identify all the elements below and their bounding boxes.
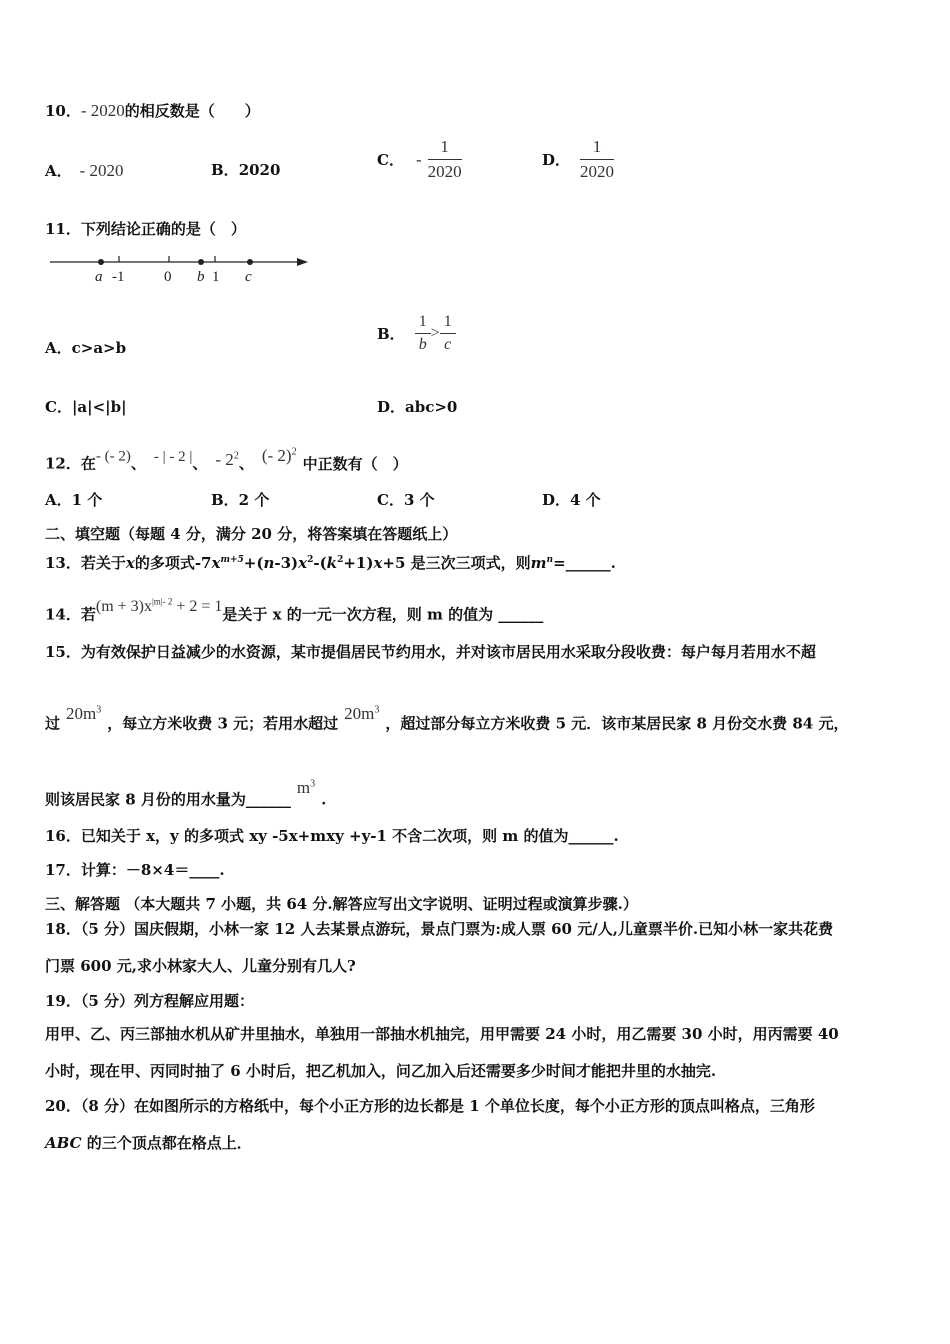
- q20-line-1: 20．（8 分）在如图所示的方格纸中，每个小正方形的边长都是 1 个单位长度，每个小正方形的顶点叫格点，三角形: [45, 1097, 815, 1115]
- q10-option-c: C． - $\frac{1}{2020}$: [377, 137, 462, 181]
- q14-stem: 14．若$(m + 3)x^{|m|- 2} + 2 = 1$是关于 x 的一元一次方程，则 m 的值为 ______: [45, 597, 544, 624]
- label-0: 0: [164, 269, 172, 285]
- q12-stem: 12．在- (- 2)、 - | - 2 |、 - $2^2$、 (- 2)$^2$中正数有（ ）: [45, 445, 408, 473]
- q12-option-b: B．2 个: [211, 491, 270, 509]
- label-c: c: [245, 269, 252, 285]
- q10-option-c-fraction: $\frac{1}{2020}$: [427, 137, 462, 181]
- q15-line-2: 过$20m^3$，每立方米收费 3 元；若用水超过$20m^3$，超过部分每立方米收费 5 元．该市某居民家 8 月份交水费 84 元，: [45, 703, 849, 733]
- q11-option-a: A．c>a>b: [45, 339, 127, 357]
- q18-line-1: 18．（5 分）国庆假期，小林一家 12 人去某景点游玩，景点门票为:成人票 60 元/人,儿童票半价.已知小林一家共花费: [45, 920, 834, 938]
- q10-stem: 10．- 2020的相反数是（ ）: [45, 101, 260, 120]
- q18-line-2: 门票 600 元,求小林家大人、儿童分别有几人?: [45, 957, 356, 975]
- q12-option-d: D．4 个: [542, 491, 601, 509]
- q16-stem: 16．已知关于 x，y 的多项式 xy -5x+mxy +y-1 不含二次项，则 m 的值为______.: [45, 827, 619, 845]
- q11-number-line: [45, 250, 320, 286]
- point-b: [198, 259, 204, 265]
- number-line-arrow: [297, 258, 308, 266]
- q12-option-a: A．1 个: [45, 491, 103, 509]
- q10-option-b: B．2020: [211, 161, 281, 179]
- q10-option-d-fraction: $\frac{1}{2020}$: [580, 137, 615, 181]
- label-1: 1: [212, 269, 220, 285]
- q10-option-d: D． $\frac{1}{2020}$: [542, 137, 615, 181]
- q10-expression: - 2020: [80, 101, 125, 120]
- q19-line-3: 小时，现在甲、丙同时抽了 6 小时后，把乙机加入，问乙加入后还需要多少时间才能把井里的水抽完.: [45, 1062, 717, 1080]
- q12-option-c: C．3 个: [377, 491, 435, 509]
- q14-equation: $(m + 3)x^{|m|- 2} + 2 = 1$: [95, 597, 223, 616]
- q11-stem: 11．下列结论正确的是（ ）: [45, 220, 246, 238]
- section-3-heading: 三、解答题 （本大题共 7 小题，共 64 分.解答应写出文字说明、证明过程或演算步骤.）: [45, 895, 638, 913]
- q11-option-b: B． $\frac{1}{b}$ > $\frac{1}{c}$: [377, 313, 456, 354]
- q20-line-2: ABC 的三个顶点都在格点上．: [45, 1134, 252, 1152]
- label-neg1: -1: [112, 269, 125, 285]
- q11-option-c: C．|a|<|b|: [45, 398, 127, 416]
- point-c: [247, 259, 253, 265]
- q19-line-1: 19．（5 分）列方程解应用题：: [45, 992, 255, 1010]
- q15-line-3: 则该居民家 8 月份的用水量为$\_\_\_\_\_\_m^3$.: [45, 777, 327, 809]
- q19-line-2: 用甲、乙、丙三部抽水机从矿井里抽水，单独用一部抽水机抽完，用甲需要 24 小时，用乙需要 30 小时，用丙需要 40: [45, 1025, 839, 1043]
- q15-line-1: 15．为有效保护日益减少的水资源，某市提倡居民节约用水，并对该市居民用水采取分段收费：每户每月若用水不超: [45, 643, 816, 661]
- label-b: b: [197, 269, 205, 285]
- q11-option-d: D．abc>0: [377, 398, 458, 416]
- q13-stem: 13．若关于x的多项式$-7x^{m+5}+(n-3)x^2-(k^2+1)x+5$ 是三次三项式，则$m^n=\_\_\_\_\_\_$.: [45, 554, 616, 572]
- label-a: a: [95, 269, 103, 285]
- section-2-heading: 二、填空题（每题 4 分，满分 20 分，将答案填在答题纸上）: [45, 525, 458, 543]
- q10-option-a: A． - 2020: [45, 161, 124, 180]
- q17-stem: 17．计算：－8×4＝____.: [45, 861, 225, 879]
- point-a: [98, 259, 104, 265]
